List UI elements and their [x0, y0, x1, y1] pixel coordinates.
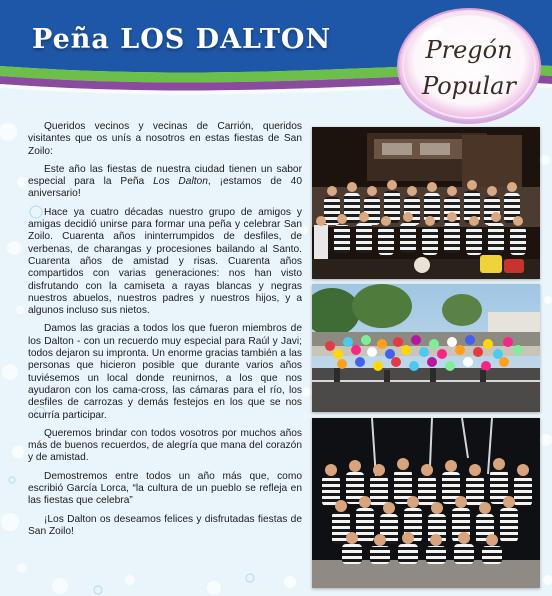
badge-line-1: Pregón [425, 36, 513, 64]
article-body [28, 121, 302, 544]
paragraph-history: Hace ya cuatro décadas nuestro grupo de amigos y amigas decidió unirse para formar una peña y celebrar San Zoilo. Cuarenta años ininterrumpidos de desfiles, de verbenas, de charangas y procesiones bailando al Santo. Cuarenta años de amistad y risas. Cuarenta años compartidos con varias generaciones: nos han visto disfrutando con la camiseta a rayas blancas y negras nuestros abuelos, nuestros padres y nuestros hijos, y a algunos incluso sus nietos. [28, 206, 302, 317]
page-title: Peña LOS DALTON [32, 24, 332, 55]
paragraph-farewell: ¡Los Dalton os deseamos felices y disfrutadas fiestas de San Zoilo! [28, 513, 302, 537]
pena-name-italic: Los Dalton [153, 176, 208, 188]
paragraph-greeting: Queridos vecinos y vecinas de Carrión, queridos visitantes que os unís a nosotros en estas fiestas de San Zoilo: [28, 121, 302, 157]
photo-balloon-parade [312, 284, 540, 412]
photo-group-night-truck [312, 127, 540, 279]
anniversary-text-start: Este año las fiestas de nuestra ciudad tienen un sabor especial para la Peña [28, 163, 302, 188]
paragraph-anniversary [28, 164, 302, 201]
paragraph-thanks: Damos las gracias a todos los que fueron miembros de los Dalton - con un recuerdo muy especial para Raúl y Javi; todos dejaron su impronta. Un enorme gracias también a las personas que hicieron posible que durante varios años tuviésemos un local donde reunirnos, a los que nos ayudaron con los cama-cross, las cámaras para el río, los desfiles de carrozas y demás festejos en los que se nos ocurría participar. [28, 323, 302, 421]
badge-line-2: Popular [422, 72, 516, 100]
pregon-popular-badge [394, 6, 544, 126]
bubble-badge-icon [394, 6, 544, 126]
paragraph-toast: Queremos brindar con todos vosotros por muchos años más de buenos recuerdos, de alegría que mana del corazón y de amistad. [28, 427, 302, 464]
anniversary-text-end: , ¡estamos de 40 aniversario! [28, 176, 302, 200]
paragraph-lorca-quote: Demostremos entre todos un año más que, como escribió García Lorca, “la cultura de un pueblo se refleja en las fiestas que celebra” [28, 470, 302, 507]
photo-group-night-plaza [312, 418, 540, 588]
